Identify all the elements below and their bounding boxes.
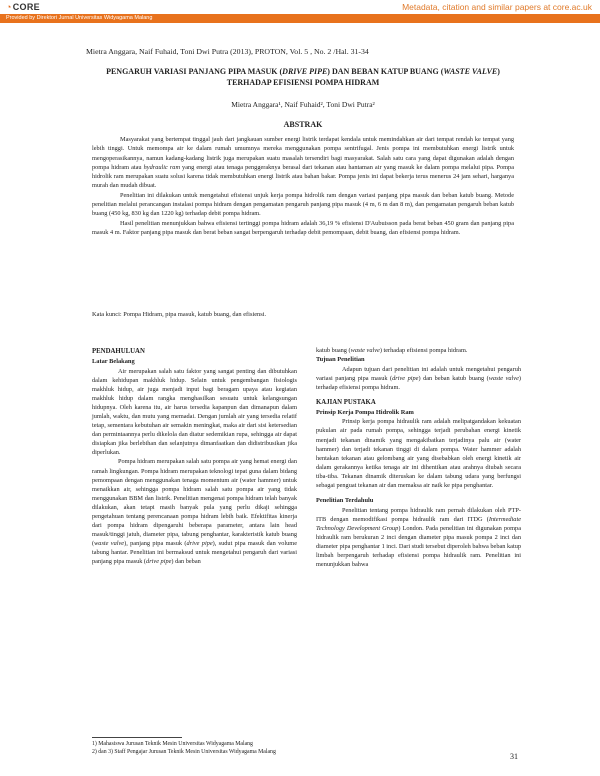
provider-text[interactable]: Provided by Direktori Jurnal Universitas Widyagama Malang <box>6 15 153 21</box>
section-heading-kajian: KAJIAN PUSTAKA <box>316 398 376 406</box>
author-list: Mietra Anggara¹, Naif Fuhaid², Toni Dwi Putra² <box>231 100 375 109</box>
prinsip-paragraph: Prinsip kerja pompa hidraulik ram adalah melipatgandakan kekuatan pukulan air pada rumah pompa, sehingga terjadi perubahan energi kinetik menjadi tekanan dinamik yang mengakibatkan terjadinya palu air (water hammer) dan terjadi tekanan tinggi di dalam pompa. Water hammer adalah hentakan tekanan atau gelombang air yang disebabkan oleh energi kinetik air dalam gerakannya ketika tenaga air ini dihentikan atau arahnya diubah secara tiba-tiba. Tekanan dinamik diteruskan ke dalam tabung udara yang berfungsi sebagai penguat tekanan air dan memaksa air naik ke pipa penghantar. <box>316 418 521 490</box>
abstract-paragraph-2: Penelitian ini dilakukan untuk mengetahui efisiensi unjuk kerja pompa hidrolik ram dengan variasi panjang pipa masuk dan beban katub buang. Metode penelitian melalui perancangan instalasi pompa hidram dengan pengamatan pengaruh panjang pipa masuk (4 m, 6 m dan 8 m), dan pengamatan pengaruh beban katub buang (450 kg, 830 kg dan 1220 kg) terhadap debit pompa hidram. <box>92 191 514 218</box>
metadata-link[interactable]: Metadata, citation and similar papers at core.ac.uk <box>402 2 592 12</box>
subsection-heading-terdahulu: Penelitian Terdahulu <box>316 497 374 505</box>
terdahulu-paragraph: Penelitian tentang pompa hidraulik ram pernah dilakukan oleh PTP-ITB dengan memodifikasi pompa hidraulik ram dari ITDG (Intermediate Technology Development Group) London. Pada penelitian ini digunakan pompa hidraulik ram berukuran 2 inci dengan diameter pipa masuk pompa 2 inci dan diameter pipa penghantar 1 inci. Dari studi tersebut diperoleh bahwa beban katup limbah berpengaruh terhadap efisiensi pompa hidraulik ram. Penelitian ini menunjukkan bahwa <box>316 506 521 569</box>
right-column <box>316 346 521 569</box>
core-logo-icon: ◔ <box>6 2 12 12</box>
section-heading-pendahuluan: PENDAHULUAN <box>92 348 145 355</box>
keywords: Kata kunci: Pompa Hidram, pipa masuk, katub buang, dan efisiensi. <box>92 311 267 318</box>
footnote-rule <box>92 737 182 738</box>
abstract-paragraph-3: Hasil penelitian menunjukkan bahwa efisiensi tertinggi pompa hidram adalah 36,19 % efisiensi D'Aubuisson pada berat beban 450 gram dan panjang pipa masuk 4 m. Faktor panjang pipa masuk dan berat beban sangat berpengaruh terhadap debit pemompaan, debit buang, dan efisiensi pompa hidram. <box>92 219 514 236</box>
paper-title: PENGARUH VARIASI PANJANG PIPA MASUK (DRIVE PIPE) DAN BEBAN KATUP BUANG (WASTE VALVE) TERHADAP EFISIENSI POMPA HIDRAM <box>106 67 500 87</box>
abstract-body <box>92 135 514 237</box>
footnote-1: 1) Mahasiswa Jurusan Teknik Mesin Universitas Widyagama Malang <box>92 741 253 747</box>
subsection-heading-latar: Latar Belakang <box>92 358 135 365</box>
page-number: 31 <box>510 752 518 761</box>
continued-paragraph: katub buang (waste valve) terhadap efisiensi pompa hidram. <box>316 347 468 354</box>
subsection-heading-prinsip: Prinsip Kerja Pompa Hidrolik Ram <box>316 408 414 416</box>
core-logo[interactable] <box>6 2 40 12</box>
abstract-heading: ABSTRAK <box>283 120 323 129</box>
intro-paragraph-2: Pompa hidram merupakan salah satu pompa air yang hemat energi dan ramah lingkungan. Pompa hidram merupakan teknologi tepat guna dalam bidang pemompaan dengan menggunakan tenaga momentum air (water hammer) untuk menaikkan air, sehingga pompa hidram salah satu pompa air yang tidak menggunakan BBM dan listrik. Penelitian mengenai pompa hidram telah banyak dilakukan, akan tetapi masih banyak pula yang perlu dikaji sehingga pengetahuan tentang perencanaan pompa hidram lebih baik. Efektifitas kinerja dari pompa hidram dipengaruhi beberapa parameter, antara lain head masuk/tinggi jatuh, diameter pipa, tabung penghantar, karakteristik katub buang (waste valve), panjang pipa masuk (drive pipe), sudut pipa masuk dan volume tabung hantar. Penelitian ini bermaksud untuk mengetahui pengaruh dari variasi panjang pipa masuk (drive pipe) dan beban <box>92 458 297 566</box>
core-logo-text: CORE <box>12 2 40 12</box>
core-topbar <box>0 0 600 14</box>
journal-citation: Mietra Anggara, Naif Fuhaid, Toni Dwi Putra (2013), PROTON, Vol. 5 , No. 2 /Hal. 31-34 <box>86 47 369 56</box>
tujuan-paragraph: Adapun tujuan dari penelitian ini adalah untuk mengetahui pengaruh variasi panjang pipa masuk (drive pipe) dan beban katub buang (waste valve) terhadap efisiensi pompa hidram. <box>316 365 521 391</box>
abstract-paragraph-1: Masyarakat yang bertempat tinggal jauh dari jangkauan sumber energi listrik terdapat kendala untuk memindahkan air dari tempat rendah ke tempat yang lebih tinggi. Untuk memompa air ke dalam rumah umumnya mereka menggunakan pompa sentrifugal. Jenis pompa ini membutuhkan energi listrik untuk mengoperasikannya, namun kadang-kadang listrik juga merupakan suatu masalah tersendiri bagi masyarakat. Salah satu cara yang dapat digunakan adalah dengan pompa hidram atau hydraulic ram yang energi atau tenaga penggeraknya berasal dari tekanan atau hantaman air yang masuk ke dalam pompa melalui pipa. Pompa hidrolik ram merupakan suatu solusi karena tidak membutuhkan energi listrik atau bahan bakar. Pompa jenis ini dapat bekerja terus menerus 24 jam sehari, harganya murah dan mudah dibuat. <box>92 136 515 190</box>
subsection-heading-tujuan: Tujuan Penelitian <box>316 356 365 364</box>
provider-bar <box>0 14 600 23</box>
intro-paragraph-1: Air merupakan salah satu faktor yang sangat penting dan dibutuhkan dalam kehidupan makhluk hidup. Selain untuk pengembangan fisiologis makhluk hidup, air juga menjadi input bagi beragam upaya atau kegiatan makhluk hidup dalam rangka menghasilkan sesuatu untuk kelangsungan hidupnya. Oleh karena itu, air harus tersedia kapanpun dan dimanapun dalam jumlah, waktu, dan mutu yang memadai. Dengan jumlah air yang tersedia relatif tetap, sementara kebutuhan air semakin meningkat, maka air dari sisi ketersedian dan permintaannya perlu dikelola dan diatur sedemikian rupa, sehingga air dapat disiapkan jika berlebihan dan selanjutnya dimanfaatkan dan didistribusikan jika diperlukan. <box>92 367 297 457</box>
footnote-2: 2) dan 3) Staff Pengajar Jurusan Teknik Mesin Universitas Widyagama Malang <box>92 749 276 755</box>
left-column <box>92 347 297 567</box>
